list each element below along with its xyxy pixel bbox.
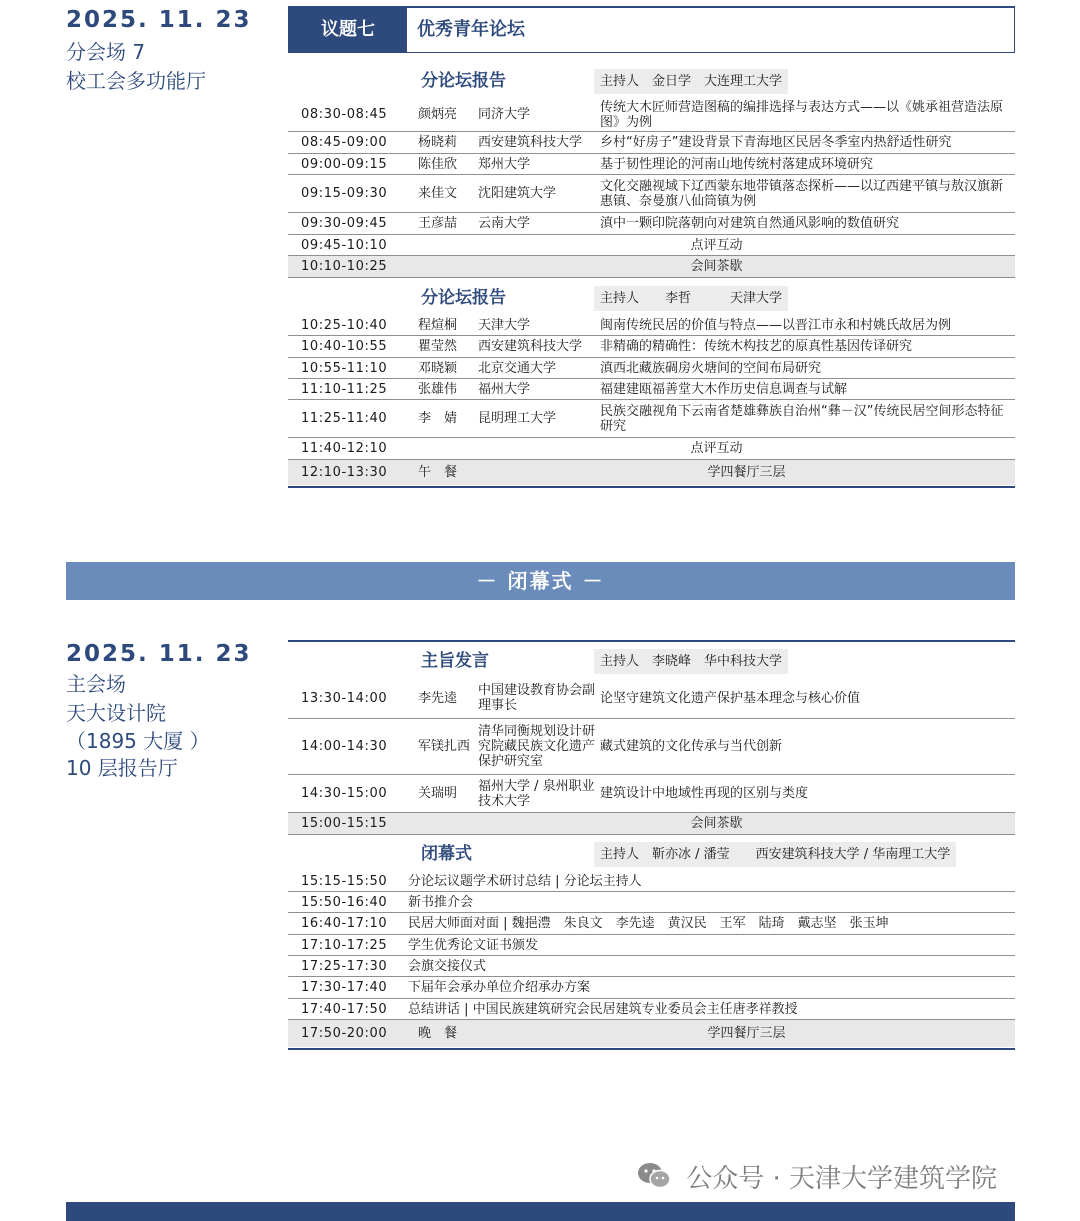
- section-header: [288, 282, 1015, 315]
- schedule-row: [288, 336, 1015, 358]
- venue-line: 10 层报告厅: [66, 756, 178, 780]
- row-org: 沈阳建筑大学: [478, 186, 557, 201]
- row-speaker: 关瑞明: [418, 786, 458, 801]
- row-agenda-item: 下届年会承办单位介绍承办方案: [408, 980, 591, 995]
- row-time: 16:40-17:10: [301, 916, 388, 931]
- row-speaker: 颜炳亮: [418, 107, 458, 122]
- row-time: 17:30-17:40: [301, 980, 388, 995]
- row-title: 闽南传统民居的价值与特点——以晋江市永和村姚氏故居为例: [600, 317, 952, 333]
- row-agenda-item: 新书推介会: [408, 894, 474, 910]
- row-speaker: 瞿莹然: [418, 339, 458, 354]
- row-time: 15:15-15:50: [301, 873, 388, 889]
- row-time: 14:30-15:00: [301, 786, 388, 801]
- schedule-row-meal: [288, 460, 1015, 485]
- session-date: 2025. 11. 23: [66, 641, 252, 667]
- topic-header: [288, 6, 1015, 53]
- row-org: 西安建筑科技大学: [478, 339, 583, 354]
- host-info: 主持人 李哲 天津大学: [594, 286, 788, 311]
- row-time: 09:30-09:45: [301, 216, 388, 231]
- row-speaker: 邓晓颖: [418, 360, 458, 376]
- section-title: 分论坛报告: [421, 71, 506, 91]
- schedule-row: [288, 98, 1015, 132]
- watermark-text: 公众号 · 天津大学建筑学院: [686, 1164, 998, 1194]
- row-agenda-item: 学生优秀论文证书颁发: [408, 937, 539, 953]
- row-speaker: 军镁扎西: [418, 739, 471, 754]
- row-speaker: 陈佳欣: [418, 156, 458, 172]
- venue-line: 主会场: [66, 672, 126, 696]
- row-title: 藏式建筑的文化传承与当代创新: [600, 739, 783, 754]
- row-title: 滇西北藏族碉房火塘间的空间布局研究: [600, 360, 822, 376]
- row-speaker: 李先逵: [418, 690, 458, 706]
- section-header: [288, 838, 1015, 871]
- host-info: 主持人 李晓峰 华中科技大学: [594, 649, 788, 674]
- host-info: 主持人 金日学 大连理工大学: [594, 69, 788, 94]
- row-activity: 点评互动: [690, 441, 743, 456]
- schedule-row: [288, 400, 1015, 438]
- row-agenda-item: 会旗交接仪式: [408, 958, 487, 974]
- row-speaker: 李 婧: [418, 411, 458, 426]
- row-time: 15:50-16:40: [301, 894, 388, 910]
- wechat-icon: [636, 1161, 672, 1198]
- row-time: 17:25-17:30: [301, 958, 388, 974]
- schedule-panel-block2: [288, 640, 1015, 1050]
- schedule-row: [288, 956, 1015, 977]
- schedule-panel-block1: [288, 6, 1015, 488]
- venue-line: 天大设计院: [66, 701, 166, 725]
- row-agenda-item: 民居大师面对面 | 魏挹澧 朱良文 李先逵 黄汉民 王军 陆琦 戴志坚 张玉坤: [408, 916, 889, 931]
- row-time: 13:30-14:00: [301, 690, 388, 706]
- row-time: 17:50-20:00: [301, 1026, 388, 1041]
- section-title: 分论坛报告: [421, 288, 506, 308]
- row-title: 民族交融视角下云南省楚雄彝族自治州“彝－汉”传统民居空间形态特征研究: [600, 403, 1004, 434]
- schedule-row: [288, 213, 1015, 235]
- schedule-row: [288, 719, 1015, 775]
- schedule-row-break: [288, 813, 1015, 835]
- session-date: 2025. 11. 23: [66, 7, 252, 33]
- row-org: 清华同衡规划设计研究院藏民族文化遗产保护研究室: [478, 724, 596, 769]
- schedule-row: [288, 999, 1015, 1020]
- row-time: 08:45-09:00: [301, 135, 388, 150]
- schedule-row: [288, 175, 1015, 213]
- schedule-row: [288, 935, 1015, 956]
- row-title: 滇中一颗印院落朝向对建筑自然通风影响的数值研究: [600, 216, 900, 231]
- row-activity: 点评互动: [690, 237, 743, 253]
- row-speaker: 程煊桐: [418, 317, 458, 333]
- row-title: 非精确的精确性：传统木构技艺的原真性基因传译研究: [600, 339, 913, 354]
- schedule-row: [288, 358, 1015, 379]
- row-title: 传统大木匠师营造图稿的编排选择与表达方式——以《姚承祖营造法原图》为例: [600, 99, 1004, 130]
- schedule-row: [288, 775, 1015, 813]
- section-header: [288, 645, 1015, 678]
- row-speaker: 杨晓莉: [418, 135, 458, 150]
- row-org: 中国建设教育协会副理事长: [478, 683, 596, 713]
- schedule-row-meal: [288, 1020, 1015, 1047]
- row-org: 北京交通大学: [478, 360, 557, 376]
- topic-label: 议题七: [289, 8, 407, 52]
- schedule-row: [288, 315, 1015, 336]
- panel-bottom-rule: [288, 486, 1015, 488]
- row-title: 福建建瓯福善堂大木作历史信息调查与试解: [600, 381, 848, 397]
- row-title: 论坚守建筑文化遗产保护基本理念与核心价值: [600, 690, 861, 706]
- venue-line: 校工会多功能厅: [66, 69, 206, 93]
- row-time: 17:40-17:50: [301, 1001, 388, 1017]
- row-time: 17:10-17:25: [301, 937, 388, 953]
- row-location: 学四餐厅三层: [707, 1026, 786, 1041]
- schedule-row: [288, 154, 1015, 175]
- row-org: 昆明理工大学: [478, 411, 557, 426]
- topic-title: 优秀青年论坛: [417, 19, 525, 40]
- row-time: 12:10-13:30: [301, 465, 388, 480]
- schedule-row: [288, 977, 1015, 999]
- row-time: 10:25-10:40: [301, 317, 388, 333]
- row-meal: 晚 餐: [418, 1026, 458, 1041]
- row-speaker: 张雄伟: [418, 381, 458, 397]
- row-org: 云南大学: [478, 216, 531, 231]
- row-title: 基于韧性理论的河南山地传统村落建成环境研究: [600, 156, 874, 172]
- schedule-row-break: [288, 235, 1015, 256]
- panel-bottom-rule: [288, 1048, 1015, 1050]
- row-title: 建筑设计中地域性再现的区别与类度: [600, 786, 809, 801]
- row-org: 福州大学: [478, 381, 531, 397]
- row-time: 14:00-14:30: [301, 739, 388, 754]
- row-org: 天津大学: [478, 317, 531, 333]
- row-agenda-item: 分论坛议题学术研讨总结 | 分论坛主持人: [408, 873, 642, 889]
- row-speaker: 来佳文: [418, 186, 458, 201]
- schedule-row-break: [288, 438, 1015, 460]
- schedule-row-break: [288, 256, 1015, 278]
- schedule-row: [288, 678, 1015, 719]
- row-org: 西安建筑科技大学: [478, 135, 583, 150]
- schedule-row: [288, 379, 1015, 400]
- row-time: 15:00-15:15: [301, 816, 388, 831]
- row-title: 文化交融视域下辽西蒙东地带镇落态探析——以辽西建平镇与敖汉旗新惠镇、奈曼旗八仙筒镇为例: [600, 178, 1004, 209]
- row-time: 10:10-10:25: [301, 259, 388, 274]
- row-activity: 会间茶歇: [690, 816, 743, 831]
- row-time: 08:30-08:45: [301, 107, 388, 122]
- schedule-row: [288, 871, 1015, 892]
- row-title: 乡村“好房子”建设背景下青海地区民居冬季室内热舒适性研究: [600, 135, 952, 150]
- row-meal: 午 餐: [418, 465, 458, 480]
- footer-bar: [66, 1202, 1015, 1221]
- row-time: 09:45-10:10: [301, 237, 388, 253]
- row-org: 郑州大学: [478, 156, 531, 172]
- row-time: 10:40-10:55: [301, 339, 388, 354]
- closing-ceremony-banner: － 闭幕式 －: [66, 562, 1015, 600]
- row-time: 11:10-11:25: [301, 381, 388, 397]
- sidebar-block2: [66, 640, 252, 783]
- row-agenda-item: 总结讲话 | 中国民族建筑研究会民居建筑专业委员会主任唐孝祥教授: [408, 1001, 798, 1017]
- row-time: 10:55-11:10: [301, 360, 388, 376]
- row-time: 09:15-09:30: [301, 186, 388, 201]
- schedule-row: [288, 892, 1015, 913]
- row-activity: 会间茶歇: [690, 259, 743, 274]
- row-speaker: 王彦喆: [418, 216, 458, 231]
- schedule-row: [288, 913, 1015, 935]
- venue-line: 分会场 7: [66, 40, 146, 64]
- host-info: 主持人 靳亦冰 / 潘莹 西安建筑科技大学 / 华南理工大学: [594, 842, 956, 867]
- section-title: 闭幕式: [421, 844, 472, 864]
- section-header: [288, 65, 1015, 98]
- sidebar-block1: [66, 6, 252, 96]
- section-title: 主旨发言: [421, 651, 489, 671]
- row-time: 11:40-12:10: [301, 441, 388, 456]
- watermark: [636, 1158, 997, 1198]
- row-location: 学四餐厅三层: [707, 465, 786, 480]
- row-org: 同济大学: [478, 107, 531, 122]
- venue-line: （1895 大厦 ）: [66, 729, 210, 753]
- row-time: 09:00-09:15: [301, 156, 388, 172]
- row-org: 福州大学 / 泉州职业技术大学: [478, 778, 595, 809]
- schedule-row: [288, 132, 1015, 154]
- row-time: 11:25-11:40: [301, 411, 388, 426]
